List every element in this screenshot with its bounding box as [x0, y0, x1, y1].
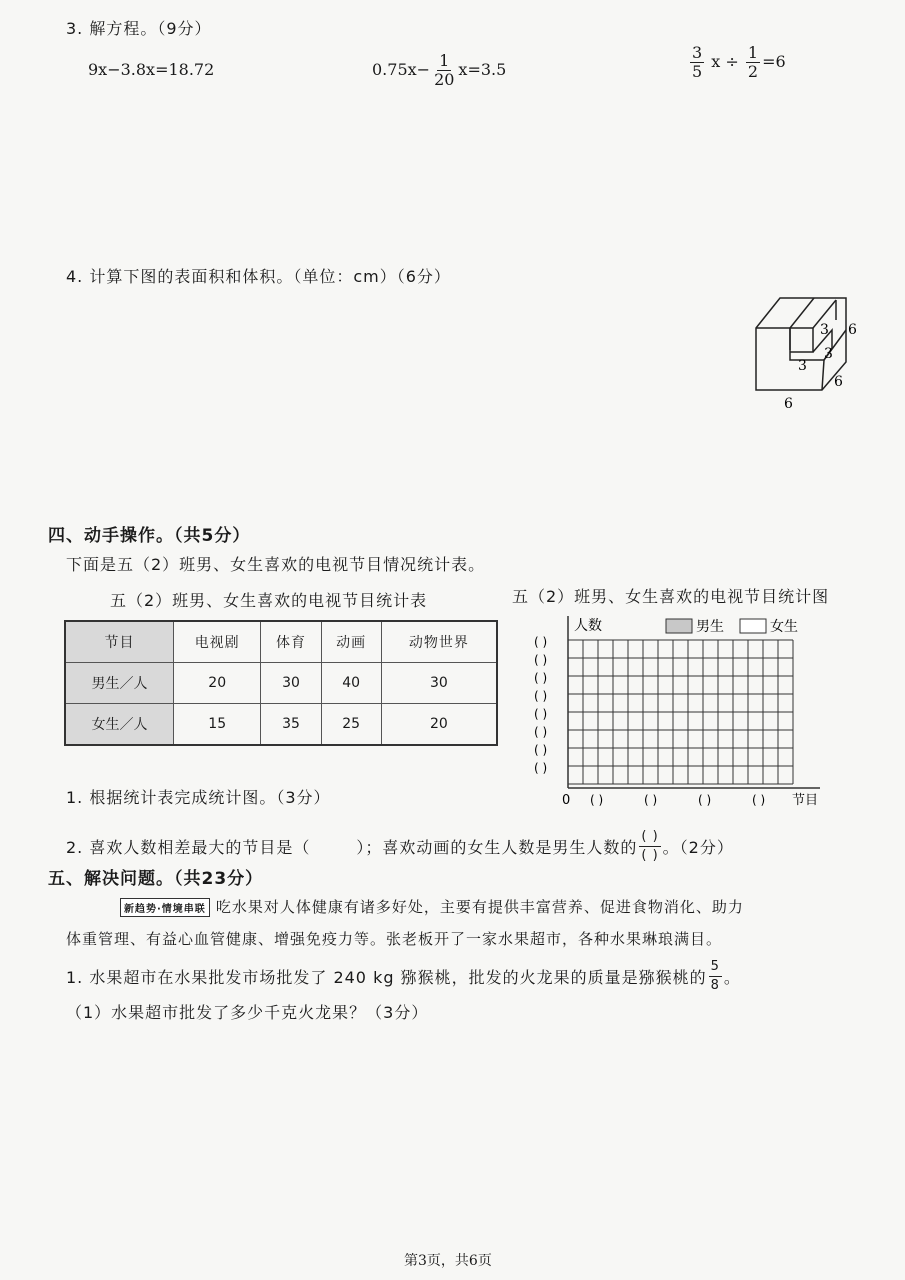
section5-intro-line1 [120, 896, 744, 917]
legend-boy-swatch [666, 619, 692, 633]
y-tick-blank[interactable]: ( ) [534, 707, 548, 721]
table-row [65, 663, 497, 704]
dim-inner-3: 3 [798, 358, 807, 374]
s4-q2-part-a: 2. 喜欢人数相差最大的节目是（ [66, 838, 311, 857]
badge-new-trend: 新趋势·情境串联 [120, 898, 210, 917]
x-tick-blank[interactable]: ( ) [590, 793, 604, 807]
table-cell: 电视剧 [173, 621, 260, 663]
y-tick-blank[interactable]: ( ) [534, 689, 548, 703]
chart-grid [568, 616, 820, 788]
y-tick-blank[interactable]: ( ) [534, 743, 548, 757]
section5-title: 五、解决问题。（共23分） [48, 869, 264, 889]
eq3-end: =6 [762, 52, 786, 71]
y-tick-blank[interactable]: ( ) [534, 635, 548, 649]
table-cell: 女生／人 [65, 704, 173, 746]
q4-title: 4. 计算下图的表面积和体积。（单位：cm）（6分） [66, 267, 451, 286]
s5-p1-end: 。 [723, 968, 741, 987]
intro-text-1: 吃水果对人体健康有诸多好处，主要有提供丰富营养、促进食物消化、助力 [215, 898, 744, 916]
equation-1: 9x−3.8x=18.72 [88, 60, 215, 79]
chart-xlabel: 节目 [792, 793, 819, 808]
eq3-num2: 1 [747, 43, 759, 62]
table-cell: 15 [173, 704, 260, 746]
equation-2 [372, 52, 506, 89]
legend-girl-swatch [740, 619, 766, 633]
page-footer: 第3页，共6页 [404, 1253, 492, 1269]
legend-girl-label: 女生 [770, 619, 798, 635]
chart-title: 五（2）班男、女生喜欢的电视节目统计图 [512, 587, 830, 606]
s5-p1-sub: （1）水果超市批发了多少千克火龙果？（3分） [66, 1003, 429, 1022]
chart-origin: 0 [562, 793, 571, 808]
legend-boy-label: 男生 [696, 619, 724, 635]
s5-p1 [66, 958, 741, 995]
x-axis-blanks [590, 793, 765, 807]
dim-right-1: 6 [848, 322, 857, 338]
section5-intro-line2: 体重管理、有益心血管健康、增强免疫力等。张老板开了一家水果超市，各种水果琳琅满目。 [66, 930, 723, 948]
stats-table [64, 620, 498, 746]
table-header-row [65, 621, 497, 663]
y-axis-blanks [534, 635, 547, 775]
y-tick-blank[interactable]: ( ) [534, 653, 548, 667]
answer-frac-den: ( ) [641, 848, 659, 863]
table-cell: 20 [173, 663, 260, 704]
eq2-den: 20 [434, 70, 455, 89]
table-cell: 40 [321, 663, 381, 704]
eq3-fraction-2 [746, 44, 760, 81]
eq3-fraction-1 [690, 44, 704, 81]
section4-title: 四、动手操作。（共5分） [48, 526, 251, 546]
table-cell: 30 [381, 663, 497, 704]
table-cell: 30 [261, 663, 321, 704]
table-cell: 节目 [65, 621, 173, 663]
eq2-num: 1 [439, 51, 450, 70]
y-tick-blank[interactable]: ( ) [534, 725, 548, 739]
chart-ylabel: 人数 [574, 618, 602, 634]
eq3-mid: x ÷ [711, 52, 739, 71]
cube-figure [740, 290, 880, 415]
eq3-num1: 3 [692, 43, 703, 62]
table-cell: 25 [321, 704, 381, 746]
table-cell: 20 [381, 704, 497, 746]
s4-q1: 1. 根据统计表完成统计图。（3分） [66, 788, 331, 807]
s5-p1-den: 8 [710, 978, 720, 993]
eq2-part-a: 0.75x− [372, 60, 431, 79]
q3-title: 3. 解方程。（9分） [66, 19, 212, 38]
s4-q2-part-c: 。（2分） [662, 838, 734, 857]
table-title: 五（2）班男、女生喜欢的电视节目统计表 [110, 591, 428, 610]
eq2-fraction [432, 52, 456, 89]
dim-right-2: 6 [834, 374, 843, 390]
dim-inner-1: 3 [820, 322, 829, 338]
answer-frac-num: ( ) [639, 828, 660, 847]
answer-fraction[interactable] [639, 828, 660, 865]
dim-inner-2: 3 [824, 346, 833, 362]
eq3-den1: 5 [692, 62, 703, 81]
y-tick-blank[interactable]: ( ) [534, 761, 548, 775]
x-tick-blank[interactable]: ( ) [752, 793, 766, 807]
x-tick-blank[interactable]: ( ) [644, 793, 658, 807]
table-cell: 动物世界 [381, 621, 497, 663]
eq3-den2: 2 [747, 62, 759, 81]
s5-p1-text: 1. 水果超市在水果批发市场批发了 240 kg 猕猴桃，批发的火龙果的质量是猕猴桃的 [66, 968, 707, 987]
s5-p1-num: 5 [709, 958, 722, 977]
table-cell: 动画 [321, 621, 381, 663]
table-cell: 男生／人 [65, 663, 173, 704]
x-tick-blank[interactable]: ( ) [698, 793, 712, 807]
table-cell: 体育 [261, 621, 321, 663]
s4-q2-part-b: ）；喜欢动画的女生人数是男生人数的 [356, 838, 638, 857]
s5-p1-fraction [709, 958, 722, 995]
eq2-part-b: x=3.5 [458, 60, 507, 79]
dim-bottom: 6 [784, 396, 793, 412]
section4-intro: 下面是五（2）班男、女生喜欢的电视节目情况统计表。 [66, 555, 486, 574]
y-tick-blank[interactable]: ( ) [534, 671, 548, 685]
blank-bar-chart [530, 608, 840, 813]
equation-3 [688, 44, 786, 81]
table-row [65, 704, 497, 746]
s4-q2 [66, 828, 734, 865]
table-cell: 35 [261, 704, 321, 746]
